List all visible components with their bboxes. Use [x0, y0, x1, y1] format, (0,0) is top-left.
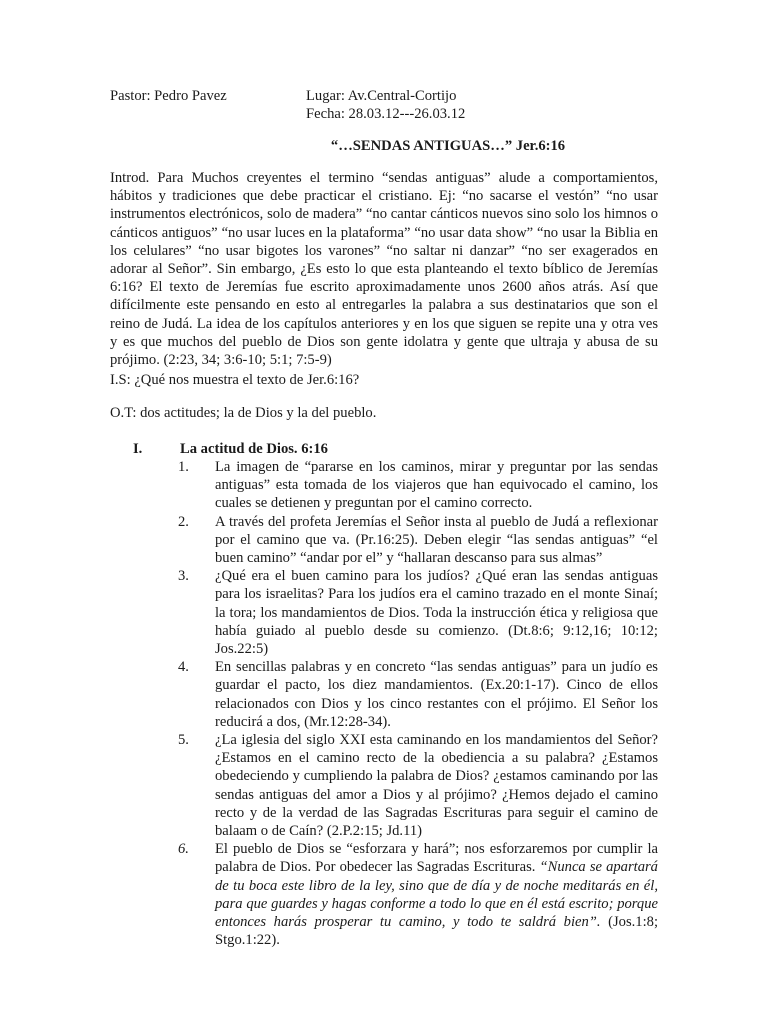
item-text: La imagen de “pararse en los caminos, mirar y preguntar por las sendas antiguas” esta tomada de los viajeros que han equivocado el camino, los cuales se detienen y preguntan por el camino correcto.	[215, 459, 658, 512]
item-number: 5.	[178, 732, 189, 749]
item-number: 2.	[178, 513, 189, 530]
item-number: 3.	[178, 568, 189, 585]
item-text: El pueblo de Dios se “esforzara y hará”; nos esforzaremos por cumplir la palabra de Dios. Por obedecer las Sagradas Escrituras.	[215, 841, 658, 876]
ot-line: O.T: dos actitudes; la de Dios y la del pueblo.	[110, 405, 377, 421]
list-item	[110, 567, 658, 658]
item-text: ¿La iglesia del siglo XXI esta caminando en los mandamientos del Señor? ¿Estamos en el camino recto de la obediencia a su palabra? ¿Estamos obedeciendo y cumpliendo la palabra de Dios? ¿estamos caminando por las sendas antiguas del amor a Dios y al prójimo? ¿Hemos dejado el camino recto y de la verdad de las Sagradas Escrituras para seguir el camino de balaam o de Caín? (2.P.2:15; Jd.11)	[215, 732, 658, 840]
date-range: Fecha: 28.03.12---26.03.12	[306, 106, 466, 123]
point-list	[110, 458, 658, 949]
sermon-title: “…SENDAS ANTIGUAS…” Jer.6:16	[330, 138, 566, 154]
list-item	[110, 731, 658, 840]
item-text: ¿Qué era el buen camino para los judíos? ¿Qué eran las sendas antiguas para los israelitas? Para los judíos era el camino trazado en el monte Sinaí; la tora; los mandamientos de Dios. Toda la instrucción ética y religiosa que había guiado al pueblo desde su comienzo. (Dt.8:6; 9:12,16; 10:12; Jos.22:5)	[215, 568, 658, 658]
list-item	[110, 513, 658, 568]
item-number: 4.	[178, 659, 189, 676]
item-number: 6.	[178, 841, 189, 858]
list-item	[110, 458, 658, 513]
list-item	[110, 658, 658, 731]
is-line: I.S: ¿Qué nos muestra el texto de Jer.6:16?	[110, 372, 360, 388]
item-text: A través del profeta Jeremías el Señor insta al pueblo de Judá a reflexionar por el camino que va. (Pr.16:25). Deben elegir “las sendas antiguas” “el buen camino” “andar por el” y “hallaran descanso para sus almas”	[215, 513, 658, 567]
location: Lugar: Av.Central-Cortijo	[306, 88, 457, 104]
list-item	[110, 840, 658, 949]
sermon-header	[110, 87, 670, 127]
pastor-name: Pastor: Pedro Pavez	[110, 88, 227, 104]
scripture-reference: (Jos.1:8; Stgo.1:22).	[215, 914, 659, 949]
section-title: La actitud de Dios. 6:16	[180, 441, 328, 457]
introduction-paragraph: Introd. Para Muchos creyentes el termino “sendas antiguas” alude a comportamientos, hábitos y tradiciones que debe practicar el cristiano. Ej: “no sacarse el vestón” “no usar instrumentos electrónicos, solo de madera” “no cantar cánticos nuevos sino solo los himnos o cánticos antiguos” “no usar luces en la plataforma” “no usar data show” “no usar la Biblia en los celulares” “no usar bigotes los varones” “no saltar ni danzar” “no ser exagerados en adorar al Señor”. Sin embargo, ¿Es esto lo que esta planteando el texto bíblico de Jeremías 6:16? El texto de Jeremías fue escrito aproximadamente unos 2600 años atrás. Así que difícilmente este pensando en esto al entregarles la palabra a sus destinatarios que son el reino de Judá. La idea de los capítulos anteriores y en los que siguen se repite una y otra ves y es que muchos del pueblo de Dios son gente idolatra y gente que ultraja y abusa de su prójimo. (2:23, 34; 3:6-10; 5:1; 7:5-9)	[110, 170, 658, 369]
item-text: En sencillas palabras y en concreto “las sendas antiguas” para un judío es guardar el pacto, los diez mandamientos. (Ex.20:1-17). Cinco de ellos relacionados con Dios y los cinco restantes con el prójimo. El Señor los reducirá a dos, (Mr.12:28-34).	[215, 659, 658, 730]
section-number: I.	[133, 441, 143, 457]
scripture-quote: “Nunca se apartará de tu boca este libro de la ley, sino que de día y de noche meditarás en él, para que guardes y hagas conforme a todo lo que en él está escrito; porque entonces harás prosperar tu camino, y todo te saldrá bien”.	[215, 859, 658, 931]
location-date-block	[306, 87, 465, 123]
item-number: 1.	[178, 459, 189, 475]
